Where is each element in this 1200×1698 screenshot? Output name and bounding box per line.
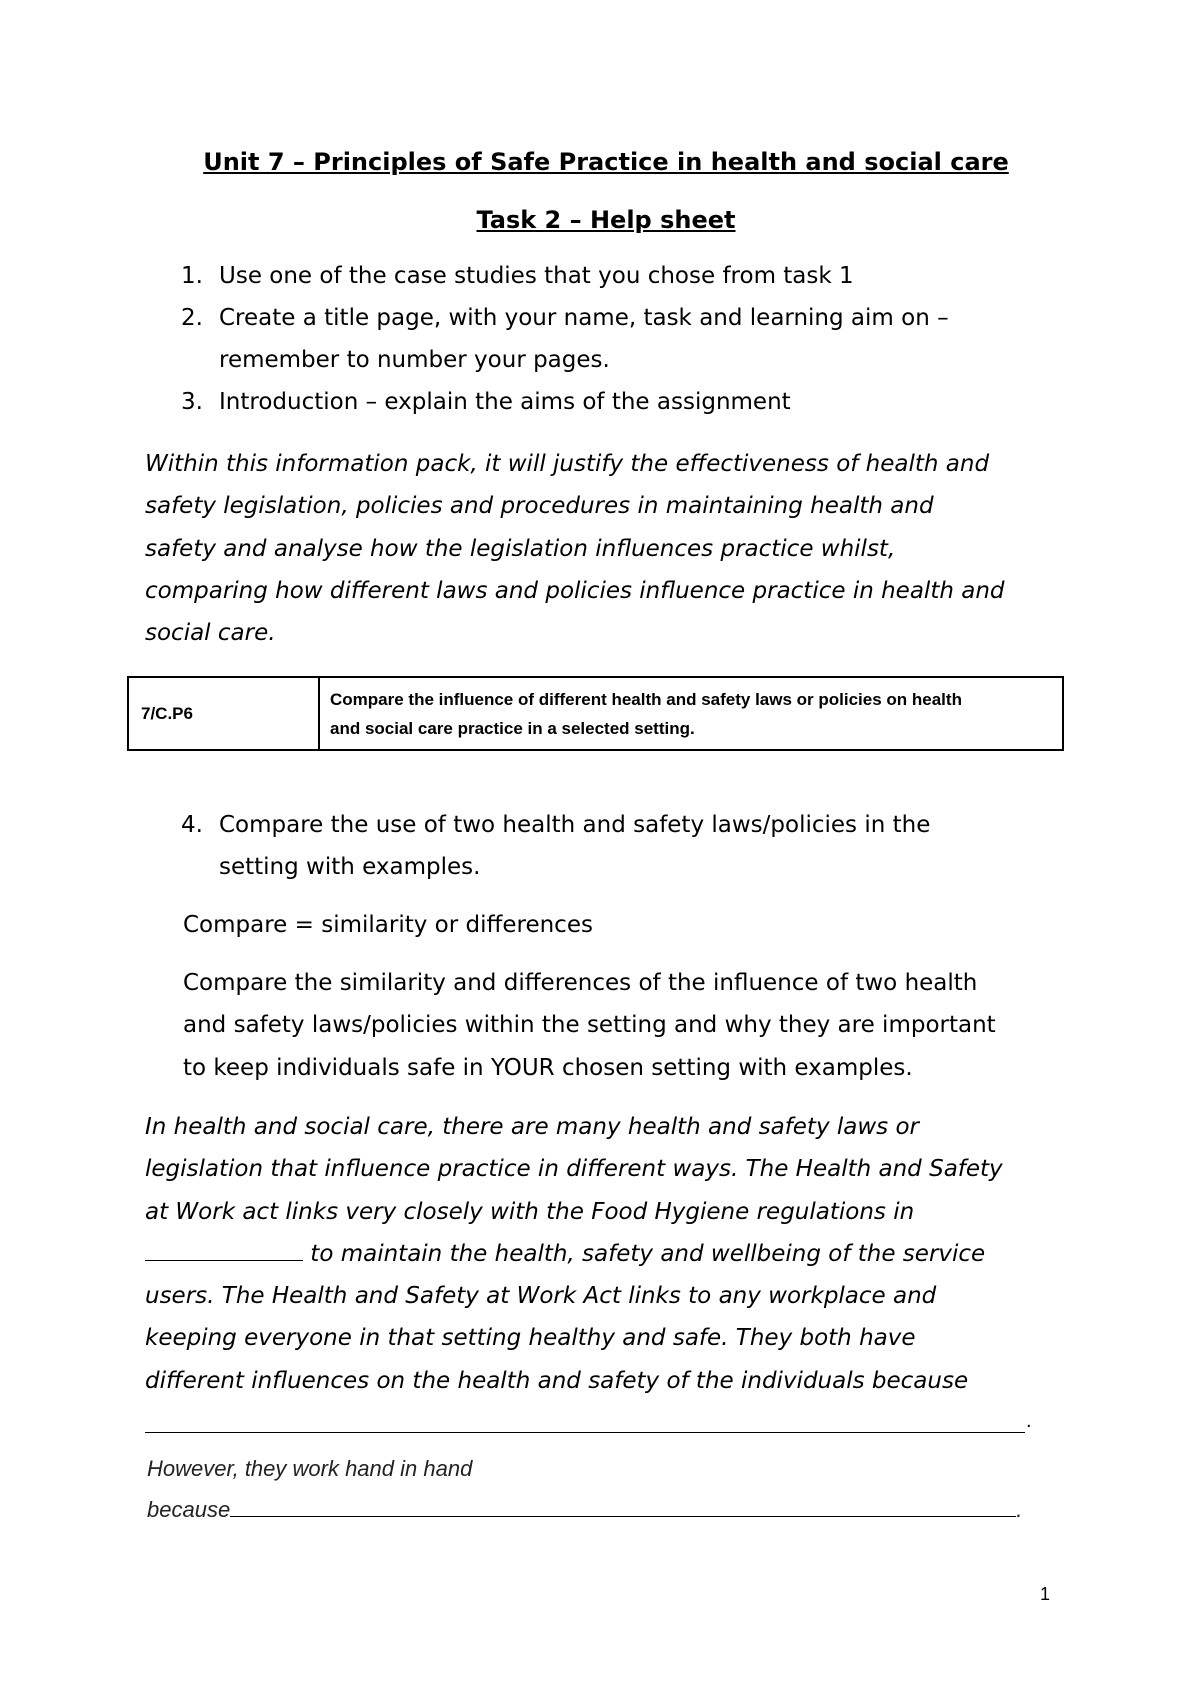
paragraph-line: social care. (145, 620, 276, 647)
however-line: However, they work hand in hand (147, 1456, 473, 1481)
criteria-code: 7/C.P6 (128, 677, 319, 750)
list-number: 3. (181, 389, 203, 415)
criteria-description-line: and social care practice in a selected setting. (330, 718, 695, 738)
fill-blank (230, 1496, 1016, 1517)
paragraph-line: In health and social care, there are many health and safety laws or (145, 1114, 919, 1140)
paragraph-line: keeping everyone in that setting healthy and safe. They both have (145, 1325, 916, 1352)
paragraph-line: different influences on the health and safety of the individuals because (145, 1367, 969, 1394)
document-subtitle: Task 2 – Help sheet (476, 206, 736, 234)
paragraph-line-text: to maintain the health, safety and wellbeing of the service (303, 1240, 986, 1267)
list-item (181, 297, 1081, 381)
list-text: Introduction – explain the aims of the assignment (219, 389, 791, 415)
list-item (181, 381, 1081, 423)
fill-in-line (145, 1432, 1025, 1433)
paragraph-line: Within this information pack, it will justify the effectiveness of health and (145, 451, 990, 477)
list-number: 4. (181, 812, 203, 838)
example-paragraph (145, 1106, 1085, 1402)
steps-list (181, 255, 1081, 423)
because-label: because (147, 1497, 231, 1522)
list-text: Use one of the case studies that you chose from task 1 (219, 263, 854, 289)
paragraph-line: legislation that influence practice in different ways. The Health and Safety (145, 1156, 1003, 1183)
page-number: 1 (1040, 1584, 1051, 1604)
intro-paragraph (145, 443, 1085, 654)
list-number: 2. (181, 305, 203, 331)
list-item (181, 255, 1081, 297)
paragraph-line (145, 1233, 1085, 1275)
compare-definition: Compare = similarity or differences (183, 912, 593, 938)
paragraph-line: and safety laws/policies within the setting and why they are important (183, 1012, 996, 1039)
table-row (128, 677, 1063, 750)
paragraph-line: users. The Health and Safety at Work Act links to any workplace and (145, 1283, 937, 1310)
paragraph-line: safety and analyse how the legislation influences practice whilst, (145, 535, 896, 562)
step-4 (181, 804, 1081, 888)
compare-instruction (183, 962, 1103, 1089)
paragraph-line: at Work act links very closely with the Food Hygiene regulations in (145, 1198, 915, 1225)
list-text: Create a title page, with your name, task and learning aim on – (219, 305, 949, 331)
paragraph-line: Compare the similarity and differences of the influence of two health (183, 970, 978, 996)
list-text: Compare the use of two health and safety laws/policies in the (219, 812, 931, 838)
list-text: remember to number your pages. (219, 347, 610, 373)
document-title: Unit 7 – Principles of Safe Practice in health and social care (203, 148, 1009, 176)
paragraph-line: safety legislation, policies and procedures in maintaining health and (145, 493, 934, 520)
criteria-table (127, 676, 1064, 751)
fill-in-line-end: . (1026, 1410, 1032, 1432)
because-line (147, 1496, 1022, 1524)
list-number: 1. (181, 263, 203, 289)
paragraph-line: to keep individuals safe in YOUR chosen setting with examples. (183, 1054, 913, 1081)
criteria-description (319, 677, 1063, 750)
because-line-end: . (1016, 1497, 1023, 1522)
criteria-description-line: Compare the influence of different health and safety laws or policies on health (330, 689, 962, 709)
fill-blank (145, 1238, 303, 1261)
list-item (181, 804, 1081, 888)
paragraph-line: comparing how different laws and policies influence practice in health and (145, 577, 1005, 604)
list-text: setting with examples. (219, 854, 481, 880)
